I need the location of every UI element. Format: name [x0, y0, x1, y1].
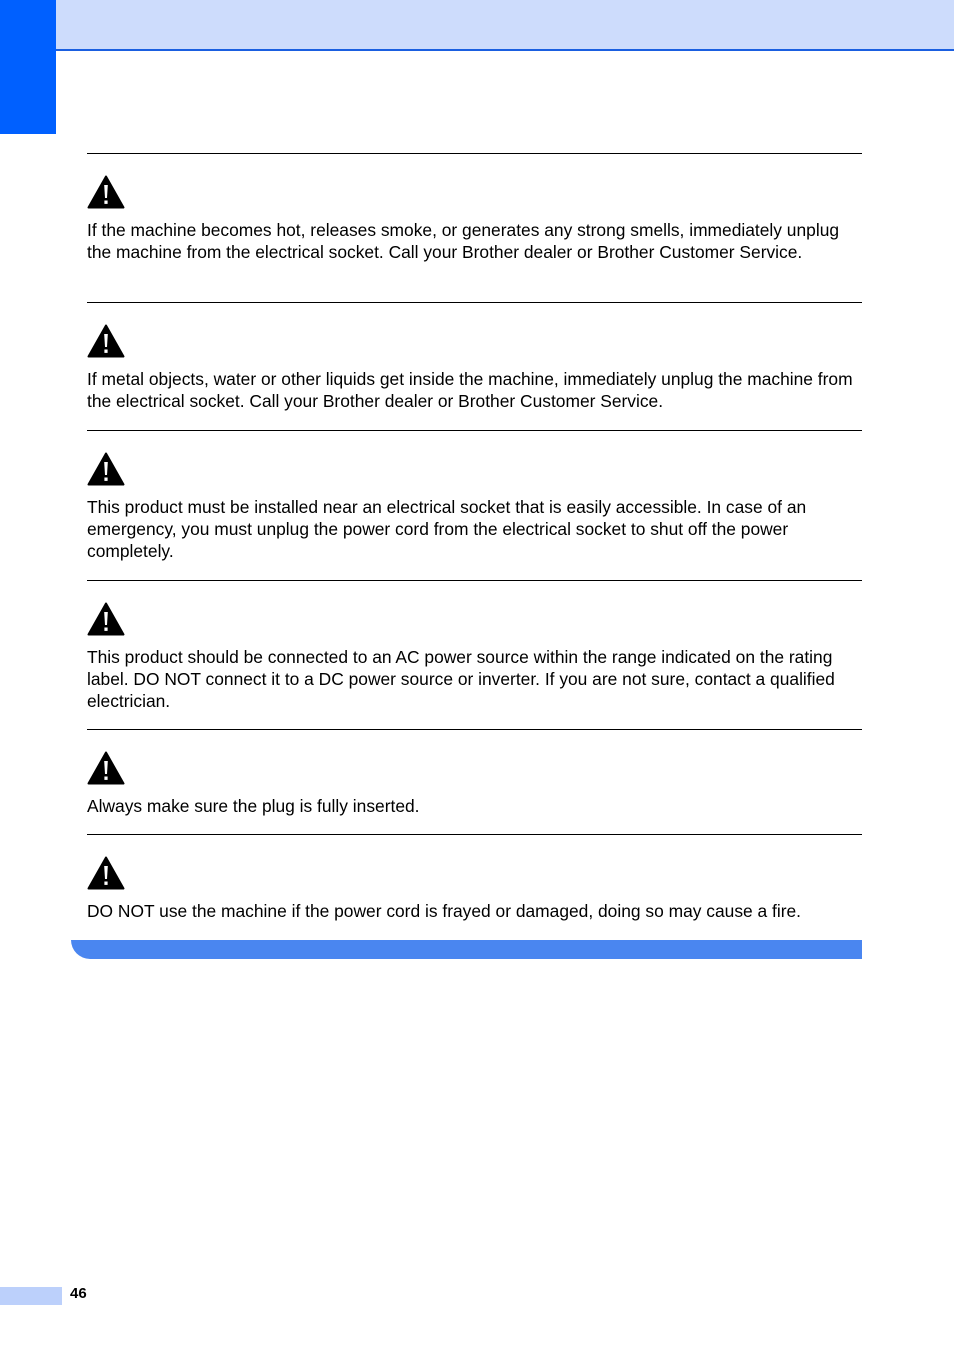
warning-triangle-icon: [87, 602, 862, 636]
warning-text: If the machine becomes hot, releases smoke, or generates any strong smells, immediately unplug the machine from the electrical socket. Call your Brother dealer or Brother Customer Service.: [87, 220, 840, 263]
warning-triangle-icon: [87, 856, 862, 890]
warning-text: Always make sure the plug is fully inserted.: [87, 796, 420, 816]
warnings-list: [87, 153, 862, 939]
warning-block: [87, 580, 862, 729]
warning-text: This product should be connected to an AC power source within the range indicated on the rating label. DO NOT connect it to a DC power source or inverter. If you are not sure, contact a qualified electrician.: [87, 647, 835, 712]
warning-block: [87, 729, 862, 834]
warning-block: [87, 834, 862, 939]
warning-triangle-icon: [87, 751, 862, 785]
warning-text: DO NOT use the machine if the power cord is frayed or damaged, doing so may cause a fire.: [87, 901, 802, 921]
page-number: 46: [70, 1285, 87, 1302]
header-band: [56, 0, 954, 51]
warning-triangle-icon: [87, 175, 862, 209]
warning-block: [87, 430, 862, 580]
warning-block: [87, 153, 862, 302]
chapter-tab: [0, 0, 56, 134]
warning-triangle-icon: [87, 324, 862, 358]
warning-text: This product must be installed near an electrical socket that is easily accessible. In case of an emergency, you must unplug the power cord from the electrical socket to shut off the power completely.: [87, 497, 807, 562]
warning-triangle-icon: [87, 452, 862, 486]
bottom-bar: [71, 940, 862, 959]
warning-block: [87, 302, 862, 430]
warning-text: If metal objects, water or other liquids get inside the machine, immediately unplug the machine from the electrical socket. Call your Brother dealer or Brother Customer Service.: [87, 369, 853, 412]
page-number-tab: [0, 1287, 62, 1305]
